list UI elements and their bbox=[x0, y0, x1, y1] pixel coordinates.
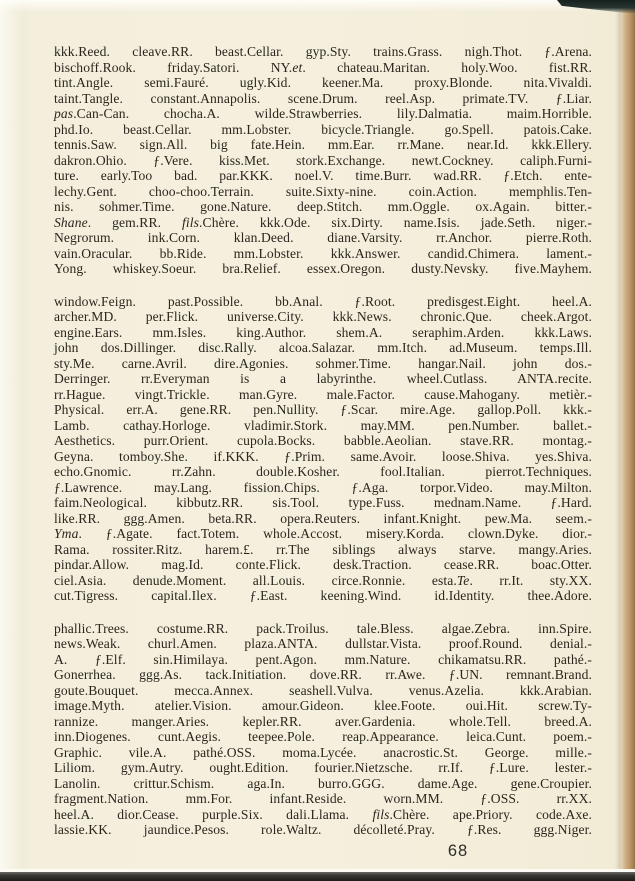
text-segment: . ƒ.Agate. fact.Totem. whole.Accost. misery.Korda. clown.Dyke. dior.- bbox=[78, 526, 592, 541]
text-line bbox=[54, 122, 592, 138]
page-number: 68 bbox=[447, 842, 469, 860]
italic-text: et bbox=[292, 59, 303, 75]
text-line bbox=[54, 526, 592, 542]
text-segment: window.Feign. past.Possible. bb.Anal. ƒ.Root. predisgest.Eight. heel.A. bbox=[54, 293, 592, 309]
text-line bbox=[54, 729, 592, 745]
text-segment: .Chère. ape.Priory. code.Axe. bbox=[389, 806, 592, 822]
text-line bbox=[54, 542, 592, 558]
text-segment: archer.MD. per.Flick. universe.City. kkk.News. chronic.Que. cheek.Argot. bbox=[54, 309, 592, 324]
text-segment: Negrorum. ink.Corn. klan.Deed. diane.Varsity. rr.Anchor. pierre.Roth. bbox=[54, 230, 592, 245]
text-line bbox=[54, 60, 592, 76]
italic-text: Yma bbox=[54, 526, 79, 541]
text-segment: Liliom. gym.Autry. ought.Edition. fourier.Nietzsche. rr.If. ƒ.Lure. lester.- bbox=[54, 760, 592, 775]
text-segment: . chateau.Maritan. holy.Woo. fist.RR. bbox=[302, 59, 592, 75]
text-line bbox=[54, 294, 592, 310]
text-line bbox=[54, 760, 592, 776]
text-segment: ƒ.Lawrence. may.Lang. fission.Chips. ƒ.Aga. torpor.Video. may.Milton. bbox=[54, 479, 592, 495]
text-segment: lechy.Gent. choo-choo.Terrain. suite.Sixty-nine. coin.Action. memphlis.Ten- bbox=[54, 183, 592, 199]
text-segment: ciel.Asia. denude.Moment. all.Louis. circe.Ronnie. esta. bbox=[54, 572, 457, 588]
text-line bbox=[54, 230, 592, 246]
book-page-edges-band bbox=[621, 0, 635, 872]
text-line bbox=[54, 215, 592, 231]
text-line bbox=[54, 356, 592, 372]
text-line bbox=[54, 168, 592, 184]
text-line bbox=[54, 698, 592, 714]
paragraph bbox=[54, 621, 592, 838]
text-segment: news.Weak. churl.Amen. plaza.ANTA. dullstar.Vista. proof.Round. denial.- bbox=[54, 636, 592, 651]
text-segment: fragment.Nation. mm.For. infant.Reside. worn.MM. ƒ.OSS. rr.XX. bbox=[54, 791, 592, 806]
text-line bbox=[54, 464, 592, 480]
text-line bbox=[54, 652, 592, 668]
text-segment: rannize. manger.Aries. kepler.RR. aver.Gardenia. whole.Tell. breed.A. bbox=[54, 713, 592, 729]
scan-top-edge bbox=[0, 0, 635, 12]
text-segment: .Chère. kkk.Ode. six.Dirty. name.Isis. jade.Seth. niger.- bbox=[199, 214, 592, 230]
paragraph bbox=[54, 44, 592, 277]
text-line bbox=[54, 137, 592, 153]
text-segment: john dos.Dillinger. disc.Rally. alcoa.Salazar. mm.Itch. ad.Museum. temps.Ill. bbox=[54, 340, 592, 355]
text-line bbox=[54, 683, 592, 699]
text-segment: Graphic. vile.A. pathé.OSS. moma.Lycée. anacrostic.St. George. mille.- bbox=[54, 744, 592, 760]
text-line bbox=[54, 573, 592, 589]
text-line bbox=[54, 433, 592, 449]
text-line bbox=[54, 807, 592, 823]
text-segment: lassie.KK. jaundice.Pesos. role.Waltz. décolleté.Pray. ƒ.Res. ggg.Niger. bbox=[54, 822, 592, 837]
text-segment: tennis.Saw. sign.All. big fate.Hein. mm.Ear. rr.Mane. near.Id. kkk.Ellery. bbox=[54, 137, 592, 152]
text-line bbox=[54, 325, 592, 341]
text-line bbox=[54, 418, 592, 434]
text-line bbox=[54, 714, 592, 730]
text-line bbox=[54, 75, 592, 91]
text-line bbox=[54, 776, 592, 792]
text-segment: phd.Io. beast.Cellar. mm.Lobster. bicycle.Triangle. go.Spell. patois.Cake. bbox=[54, 121, 592, 137]
text-segment: Aesthetics. purr.Orient. cupola.Bocks. babble.Aeolian. stave.RR. montag.- bbox=[54, 433, 592, 448]
text-line bbox=[54, 246, 592, 262]
text-segment: nis. sohmer.Time. gone.Nature. deep.Stitch. mm.Oggle. ox.Again. bitter.- bbox=[54, 199, 592, 214]
text-line bbox=[54, 184, 592, 200]
text-segment: Gonerrhea. ggg.As. tack.Initiation. dove.RR. rr.Awe. ƒ.UN. remnant.Brand. bbox=[54, 667, 592, 682]
text-segment: faim.Neological. kibbutz.RR. sis.Tool. type.Fuss. mednam.Name. ƒ.Hard. bbox=[54, 495, 592, 510]
text-line bbox=[54, 199, 592, 215]
text-line bbox=[54, 495, 592, 511]
text-segment: Lamb. cathay.Horloge. vladimir.Stork. may.MM. pen.Number. ballet.- bbox=[54, 417, 592, 433]
text-segment: tint.Angle. semi.Fauré. ugly.Kid. keener.Ma. proxy.Blonde. nita.Vivaldi. bbox=[54, 75, 592, 90]
text-segment: sty.Me. carne.Avril. dire.Agonies. sohmer.Time. hangar.Nail. john dos.- bbox=[54, 355, 592, 371]
text-segment: ture. early.Too bad. par.KKK. noel.V. time.Burr. wad.RR. ƒ.Etch. ente- bbox=[54, 168, 592, 183]
italic-text: fils bbox=[372, 806, 390, 822]
text-segment: bischoff.Rook. friday.Satori. NY. bbox=[54, 59, 293, 75]
text-segment: . rr.It. sty.XX. bbox=[469, 572, 592, 588]
text-segment: Derringer. rr.Everyman is a labyrinthe. wheel.Cutlass. ANTA.recite. bbox=[54, 371, 592, 386]
italic-text: Te bbox=[456, 572, 470, 588]
text-segment: vain.Oracular. bb.Ride. mm.Lobster. kkk.Answer. candid.Chimera. lament.- bbox=[54, 245, 592, 261]
text-segment: inn.Diogenes. cunt.Aegis. teepee.Pole. reap.Appearance. leica.Cunt. poem.- bbox=[54, 729, 592, 744]
text-line bbox=[54, 91, 592, 107]
text-line bbox=[54, 745, 592, 761]
scan-bottom-edge bbox=[0, 872, 635, 881]
text-line bbox=[54, 387, 592, 403]
text-segment: Rama. rossiter.Ritz. harem.£. rr.The siblings always starve. mangy.Aries. bbox=[54, 541, 592, 557]
text-segment: phallic.Trees. costume.RR. pack.Troilus. tale.Bless. algae.Zebra. inn.Spire. bbox=[54, 620, 592, 636]
text-line bbox=[54, 402, 592, 418]
text-segment: taint.Tangle. constant.Annapolis. scene.Drum. reel.Asp. primate.TV. ƒ.Liar. bbox=[54, 90, 592, 106]
text-line bbox=[54, 261, 592, 277]
paragraph bbox=[54, 294, 592, 604]
text-line bbox=[54, 480, 592, 496]
text-line bbox=[54, 667, 592, 683]
text-block bbox=[54, 44, 592, 838]
text-line bbox=[54, 822, 592, 838]
text-segment: .Can-Can. chocha.A. wilde.Strawberries. lily.Dalmatia. maim.Horrible. bbox=[73, 106, 592, 121]
text-segment: kkk.Reed. cleave.RR. beast.Cellar. gyp.Sty. trains.Grass. nigh.Thot. ƒ.Arena. bbox=[54, 44, 592, 59]
text-segment: Geyna. tomboy.She. if.KKK. ƒ.Prim. same.Avoir. loose.Shiva. yes.Shiva. bbox=[54, 448, 592, 464]
text-segment: . gem.RR. bbox=[87, 214, 183, 230]
text-segment: pindar.Allow. mag.Id. conte.Flick. desk.Traction. cease.RR. boac.Otter. bbox=[54, 557, 592, 572]
text-line bbox=[54, 791, 592, 807]
text-line bbox=[54, 588, 592, 604]
text-segment: like.RR. ggg.Amen. beta.RR. opera.Reuters. infant.Knight. pew.Ma. seem.- bbox=[54, 510, 592, 526]
text-segment: goute.Bouquet. mecca.Annex. seashell.Vulva. venus.Azelia. kkk.Arabian. bbox=[54, 682, 592, 698]
text-line bbox=[54, 621, 592, 637]
italic-text: fils bbox=[182, 214, 200, 230]
scan-left-edge bbox=[0, 0, 24, 881]
text-line bbox=[54, 449, 592, 465]
text-line bbox=[54, 106, 592, 122]
text-line bbox=[54, 44, 592, 60]
text-line bbox=[54, 153, 592, 169]
text-segment: echo.Gnomic. rr.Zahn. double.Kosher. fool.Italian. pierrot.Techniques. bbox=[54, 464, 592, 479]
text-segment: Yong. whiskey.Soeur. bra.Relief. essex.Oregon. dusty.Nevsky. five.Mayhem. bbox=[54, 261, 592, 276]
text-segment: heel.A. dior.Cease. purple.Six. dali.Llama. bbox=[54, 806, 373, 822]
text-line bbox=[54, 511, 592, 527]
text-line bbox=[54, 557, 592, 573]
text-line bbox=[54, 636, 592, 652]
text-segment: Physical. err.A. gene.RR. pen.Nullity. ƒ.Scar. mire.Age. gallop.Poll. kkk.- bbox=[54, 402, 592, 417]
text-segment: A. ƒ.Elf. sin.Himilaya. pent.Agon. mm.Nature. chikamatsu.RR. pathé.- bbox=[54, 651, 592, 667]
text-segment: Lanolin. crittur.Schism. aga.In. burro.GGG. dame.Age. gene.Croupier. bbox=[54, 775, 592, 791]
text-line bbox=[54, 309, 592, 325]
text-line bbox=[54, 340, 592, 356]
text-segment: image.Myth. atelier.Vision. amour.Gideon. klee.Foote. oui.Hit. screw.Ty- bbox=[54, 698, 592, 713]
text-segment: rr.Hague. vingt.Trickle. man.Gyre. male.Factor. cause.Mahogany. metièr.- bbox=[54, 386, 592, 402]
text-line bbox=[54, 371, 592, 387]
text-segment: dakron.Ohio. ƒ.Vere. kiss.Met. stork.Exchange. newt.Cockney. caliph.Furni- bbox=[54, 152, 592, 168]
text-segment: engine.Ears. mm.Isles. king.Author. shem.A. seraphim.Arden. kkk.Laws. bbox=[54, 324, 592, 340]
text-segment: cut.Tigress. capital.Ilex. ƒ.East. keening.Wind. id.Identity. thee.Adore. bbox=[54, 588, 592, 603]
italic-text: Shane bbox=[54, 214, 88, 230]
italic-text: pas bbox=[54, 106, 74, 121]
